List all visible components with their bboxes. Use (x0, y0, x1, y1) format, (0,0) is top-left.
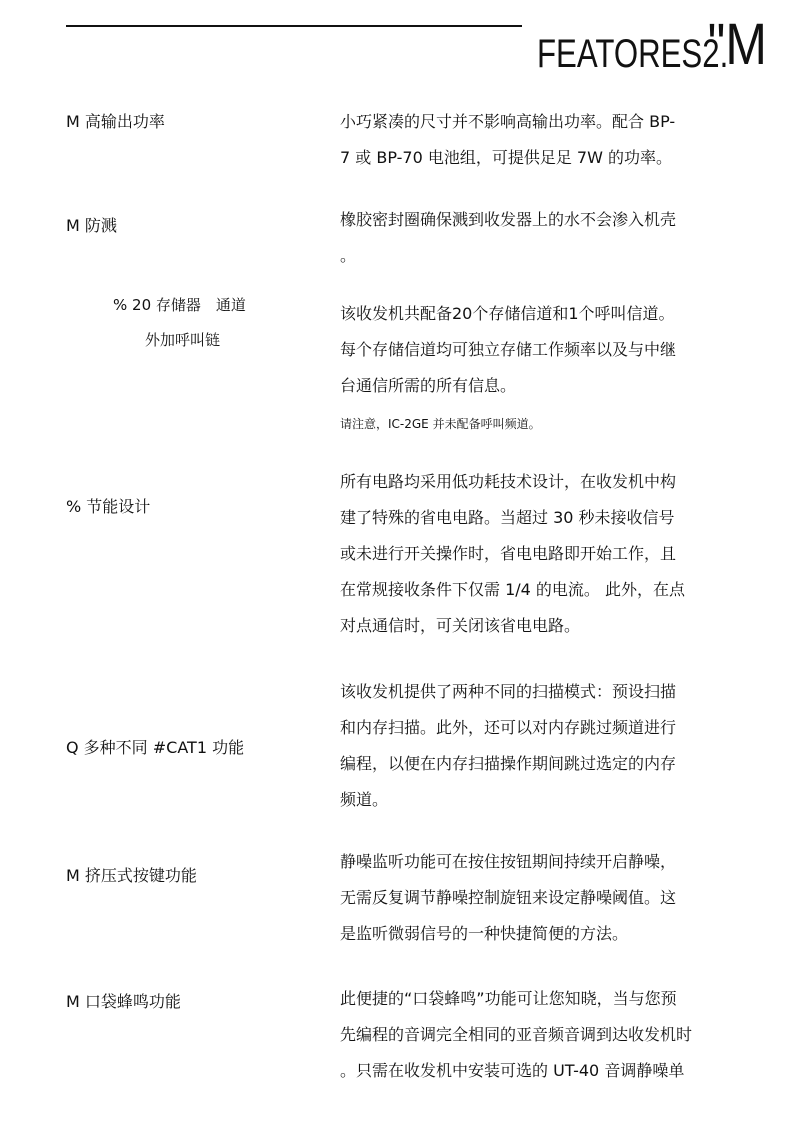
feature-desc-memory-channels (340, 296, 736, 404)
feature-label-power-save: % 节能设计 (66, 497, 151, 516)
desc-line: 无需反复调节静噪控制旋钮来设定静噪阈值。这 (340, 888, 677, 907)
feature-desc-pocket-beep (340, 981, 736, 1089)
desc-line: 先编程的音调完全相同的亚音频音调到达收发机时 (340, 1025, 693, 1044)
desc-line: 每个存储信道均可独立存储工作频率以及与中继 (340, 340, 677, 359)
header-rule (66, 25, 522, 27)
desc-line: 该收发机提供了两种不同的扫描模式：预设扫描 (340, 682, 677, 701)
desc-line: 台通信所需的所有信息。 (340, 376, 517, 395)
desc-line: 该收发机共配备20个存储信道和1个呼叫信道。 (340, 304, 675, 323)
desc-line: 对点通信时，可关闭该省电电路。 (340, 616, 581, 635)
feature-desc-splash-proof (340, 202, 736, 274)
feature-label-memory-channels: % 20 存储器 通道 (113, 296, 246, 314)
desc-line: 。只需在收发机中安装可选的 UT-40 音调静噪单 (340, 1061, 685, 1080)
desc-line: 编程，以便在内存扫描操作期间跳过选定的内存 (340, 754, 677, 773)
feature-desc-scan-functions (340, 674, 736, 818)
feature-label-pocket-beep: M 口袋蜂鸣功能 (66, 992, 181, 1011)
desc-line: 。 (340, 246, 357, 265)
desc-line: 此便捷的“口袋蜂鸣”功能可让您知晓，当与您预 (340, 989, 677, 1008)
desc-line: 在常规接收条件下仅需 1/4 的电流。 此外，在点 (340, 580, 686, 599)
desc-line: 和内存扫描。此外，还可以对内存跳过频道进行 (340, 718, 677, 737)
desc-line: 橡胶密封圈确保溅到收发器上的水不会渗入机壳 (340, 210, 677, 229)
feature-note-memory-channels: 请注意，IC-2GE 并未配备呼叫频道。 (340, 417, 541, 431)
feature-label-scan-functions: Q 多种不同 #CAT1 功能 (66, 738, 245, 757)
header-mark: "M (707, 12, 767, 77)
feature-label-memory-channels-sub: 外加呼叫链 (145, 331, 221, 349)
feature-label-splash-proof: M 防溅 (66, 216, 117, 235)
desc-line: 或未进行开关操作时，省电电路即开始工作，且 (340, 544, 677, 563)
feature-label-high-output: M 高输出功率 (66, 112, 165, 131)
desc-line: 所有电路均采用低功耗技术设计，在收发机中构 (340, 472, 677, 491)
desc-line: 小巧紧凑的尺寸并不影响高输出功率。配合 BP- (340, 112, 676, 131)
desc-line: 频道。 (340, 790, 389, 809)
header-title: FEATORES2. (536, 32, 729, 76)
desc-line: 是监听微弱信号的一种快捷简便的方法。 (340, 924, 629, 943)
feature-desc-high-output (340, 104, 736, 176)
feature-desc-squeeze-key (340, 844, 736, 952)
feature-desc-power-save (340, 464, 736, 644)
desc-line: 建了特殊的省电电路。当超过 30 秒未接收信号 (340, 508, 675, 527)
page-header (483, 12, 767, 77)
feature-label-squeeze-key: M 挤压式按键功能 (66, 866, 197, 885)
desc-line: 7 或 BP-70 电池组，可提供足足 7W 的功率。 (340, 148, 673, 167)
desc-line: 静噪监听功能可在按住按钮期间持续开启静噪， (340, 852, 677, 871)
